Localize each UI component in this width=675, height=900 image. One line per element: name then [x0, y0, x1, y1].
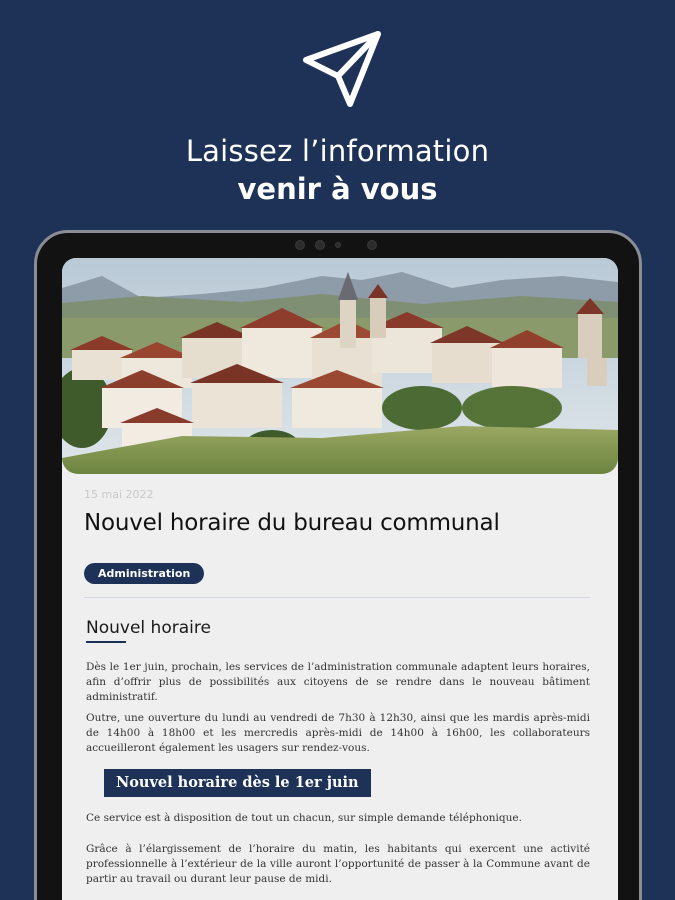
divider [84, 597, 590, 598]
tablet-frame [34, 230, 642, 900]
article-paragraph: Outre, une ouverture du lundi au vendredi de 7h30 à 12h30, ainsi que les mardis après-midi de 14h00 à 18h00 et les mercredis après-midi de 14h00 à 16h00, les collaborateurs accueilleront également les usagers sur rendez-vous. [86, 712, 590, 754]
sensor-dot [335, 242, 341, 248]
sensor-dot [295, 240, 305, 250]
section-title: Nouvel horaire [86, 618, 211, 638]
section-underline [86, 641, 126, 643]
article-title: Nouvel horaire du bureau communal [84, 510, 500, 536]
paper-plane-icon [300, 28, 384, 112]
app-screen[interactable] [62, 258, 618, 900]
hero-title [0, 132, 675, 208]
article-paragraph: Dès le 1er juin, prochain, les services de l’administration communale adaptent leurs horaires, afin d’offrir plus de possibilités aux citoyens de se rendre dans le nouveau bâtiment administratif. [86, 661, 590, 703]
article-paragraph: Grâce à l’élargissement de l’horaire du matin, les habitants qui exercent une activité professionnelle à l’extérieur de la ville auront l’opportunité de passer à la Commune avant de partir au travail ou durant leur pause de midi. [86, 843, 590, 885]
article-paragraph: Ce service est à disposition de tout un chacun, sur simple demande téléphonique. [86, 812, 522, 824]
category-tag[interactable]: Administration [84, 563, 204, 584]
article-photo [62, 258, 618, 474]
camera-bar [295, 240, 385, 250]
hero-line2: venir à vous [237, 172, 438, 206]
article-date: 15 mai 2022 [84, 488, 154, 501]
hero-line1: Laissez l’information [185, 134, 490, 168]
sensor-dot [315, 240, 325, 250]
camera-dot [367, 240, 377, 250]
highlight-heading: Nouvel horaire dès le 1er juin [104, 769, 371, 797]
